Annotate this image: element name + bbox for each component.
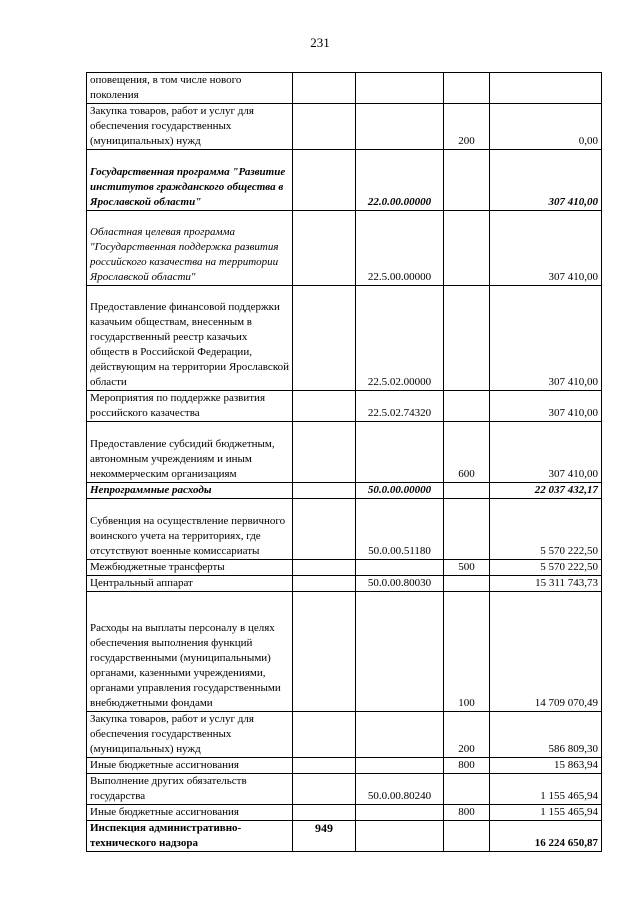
row-name-cell: Центральный аппарат	[87, 576, 293, 592]
row-name-cell: Инспекция административно-технического надзора	[87, 821, 293, 852]
table-row	[87, 774, 602, 805]
department-code-cell	[293, 73, 356, 104]
department-code-cell	[293, 286, 356, 391]
row-name-cell: Иные бюджетные ассигнования	[87, 758, 293, 774]
department-code-cell	[293, 774, 356, 805]
amount-cell: 307 410,00	[490, 391, 602, 422]
table-row	[87, 73, 602, 104]
department-code-cell	[293, 758, 356, 774]
amount-cell: 16 224 650,87	[490, 821, 602, 852]
expense-type-code-cell	[444, 576, 490, 592]
department-code-cell	[293, 592, 356, 712]
target-article-code-cell: 22.5.02.74320	[356, 391, 444, 422]
amount-cell: 15 311 743,73	[490, 576, 602, 592]
target-article-code-cell	[356, 758, 444, 774]
table-row	[87, 805, 602, 821]
expense-type-code-cell: 800	[444, 758, 490, 774]
department-code-cell	[293, 483, 356, 499]
department-code-cell	[293, 712, 356, 758]
target-article-code-cell: 22.5.00.00000	[356, 211, 444, 286]
table-row	[87, 576, 602, 592]
expense-type-code-cell: 200	[444, 712, 490, 758]
target-article-code-cell: 50.0.00.80240	[356, 774, 444, 805]
row-name-cell: Предоставление финансовой поддержки казачьим обществам, внесенным в государственный реестр казачьих обществ в Российской Федерации, действующим на территории Ярославской области	[87, 286, 293, 391]
department-code-cell	[293, 150, 356, 211]
amount-cell: 5 570 222,50	[490, 560, 602, 576]
department-code-cell	[293, 576, 356, 592]
expense-type-code-cell	[444, 499, 490, 560]
row-name-cell: Государственная программа "Развитие институтов гражданского общества в Ярославской области"	[87, 150, 293, 211]
department-code-cell	[293, 422, 356, 483]
expense-type-code-cell: 600	[444, 422, 490, 483]
amount-cell: 307 410,00	[490, 422, 602, 483]
table-row	[87, 150, 602, 211]
expense-type-code-cell	[444, 73, 490, 104]
table-row	[87, 422, 602, 483]
table-row	[87, 391, 602, 422]
target-article-code-cell	[356, 712, 444, 758]
target-article-code-cell	[356, 592, 444, 712]
expense-type-code-cell: 800	[444, 805, 490, 821]
target-article-code-cell: 50.0.00.51180	[356, 499, 444, 560]
budget-table-body	[87, 73, 602, 852]
table-row	[87, 483, 602, 499]
target-article-code-cell	[356, 821, 444, 852]
table-row	[87, 560, 602, 576]
amount-cell: 1 155 465,94	[490, 805, 602, 821]
table-row	[87, 286, 602, 391]
row-name-cell: Предоставление субсидий бюджетным, автономным учреждениям и иным некоммерческим организациям	[87, 422, 293, 483]
amount-cell: 1 155 465,94	[490, 774, 602, 805]
department-code-cell	[293, 499, 356, 560]
table-row	[87, 592, 602, 712]
row-name-cell: Выполнение других обязательств государства	[87, 774, 293, 805]
department-code-cell	[293, 211, 356, 286]
amount-cell: 15 863,94	[490, 758, 602, 774]
row-name-cell: Межбюджетные трансферты	[87, 560, 293, 576]
table-row	[87, 821, 602, 852]
amount-cell: 14 709 070,49	[490, 592, 602, 712]
table-row	[87, 211, 602, 286]
table-row	[87, 104, 602, 150]
expense-type-code-cell	[444, 391, 490, 422]
expense-type-code-cell	[444, 150, 490, 211]
row-name-cell: Расходы на выплаты персоналу в целях обеспечения выполнения функций государственными (муниципальными) органами, казенными учреждениями, органами управления государственными внебюджетными фондами	[87, 592, 293, 712]
row-name-cell: Иные бюджетные ассигнования	[87, 805, 293, 821]
row-name-cell: оповещения, в том числе нового поколения	[87, 73, 293, 104]
expense-type-code-cell	[444, 483, 490, 499]
amount-cell: 586 809,30	[490, 712, 602, 758]
target-article-code-cell	[356, 73, 444, 104]
amount-cell: 307 410,00	[490, 211, 602, 286]
row-name-cell: Областная целевая программа "Государственная поддержка развития российского казачества на территории Ярославской области"	[87, 211, 293, 286]
expense-type-code-cell: 500	[444, 560, 490, 576]
expense-type-code-cell	[444, 821, 490, 852]
expense-type-code-cell	[444, 211, 490, 286]
page-number: 231	[310, 35, 330, 50]
target-article-code-cell: 22.5.02.00000	[356, 286, 444, 391]
target-article-code-cell	[356, 104, 444, 150]
amount-cell: 22 037 432,17	[490, 483, 602, 499]
table-row	[87, 758, 602, 774]
amount-cell: 307 410,00	[490, 150, 602, 211]
target-article-code-cell	[356, 805, 444, 821]
row-name-cell: Субвенция на осуществление первичного воинского учета на территориях, где отсутствуют военные комиссариаты	[87, 499, 293, 560]
target-article-code-cell: 50.0.00.80030	[356, 576, 444, 592]
table-row	[87, 712, 602, 758]
budget-table	[86, 72, 602, 852]
department-code-cell	[293, 391, 356, 422]
department-code-cell	[293, 560, 356, 576]
expense-type-code-cell	[444, 286, 490, 391]
row-name-cell: Закупка товаров, работ и услуг для обеспечения государственных (муниципальных) нужд	[87, 104, 293, 150]
row-name-cell: Закупка товаров, работ и услуг для обеспечения государственных (муниципальных) нужд	[87, 712, 293, 758]
department-code-cell: 949	[293, 821, 356, 852]
department-code-cell	[293, 805, 356, 821]
row-name-cell: Непрограммные расходы	[87, 483, 293, 499]
expense-type-code-cell: 100	[444, 592, 490, 712]
target-article-code-cell	[356, 560, 444, 576]
amount-cell: 5 570 222,50	[490, 499, 602, 560]
expense-type-code-cell	[444, 774, 490, 805]
table-row	[87, 499, 602, 560]
target-article-code-cell	[356, 422, 444, 483]
target-article-code-cell: 50.0.00.00000	[356, 483, 444, 499]
amount-cell	[490, 73, 602, 104]
amount-cell: 0,00	[490, 104, 602, 150]
department-code-cell	[293, 104, 356, 150]
expense-type-code-cell: 200	[444, 104, 490, 150]
amount-cell: 307 410,00	[490, 286, 602, 391]
row-name-cell: Мероприятия по поддержке развития российского казачества	[87, 391, 293, 422]
target-article-code-cell: 22.0.00.00000	[356, 150, 444, 211]
